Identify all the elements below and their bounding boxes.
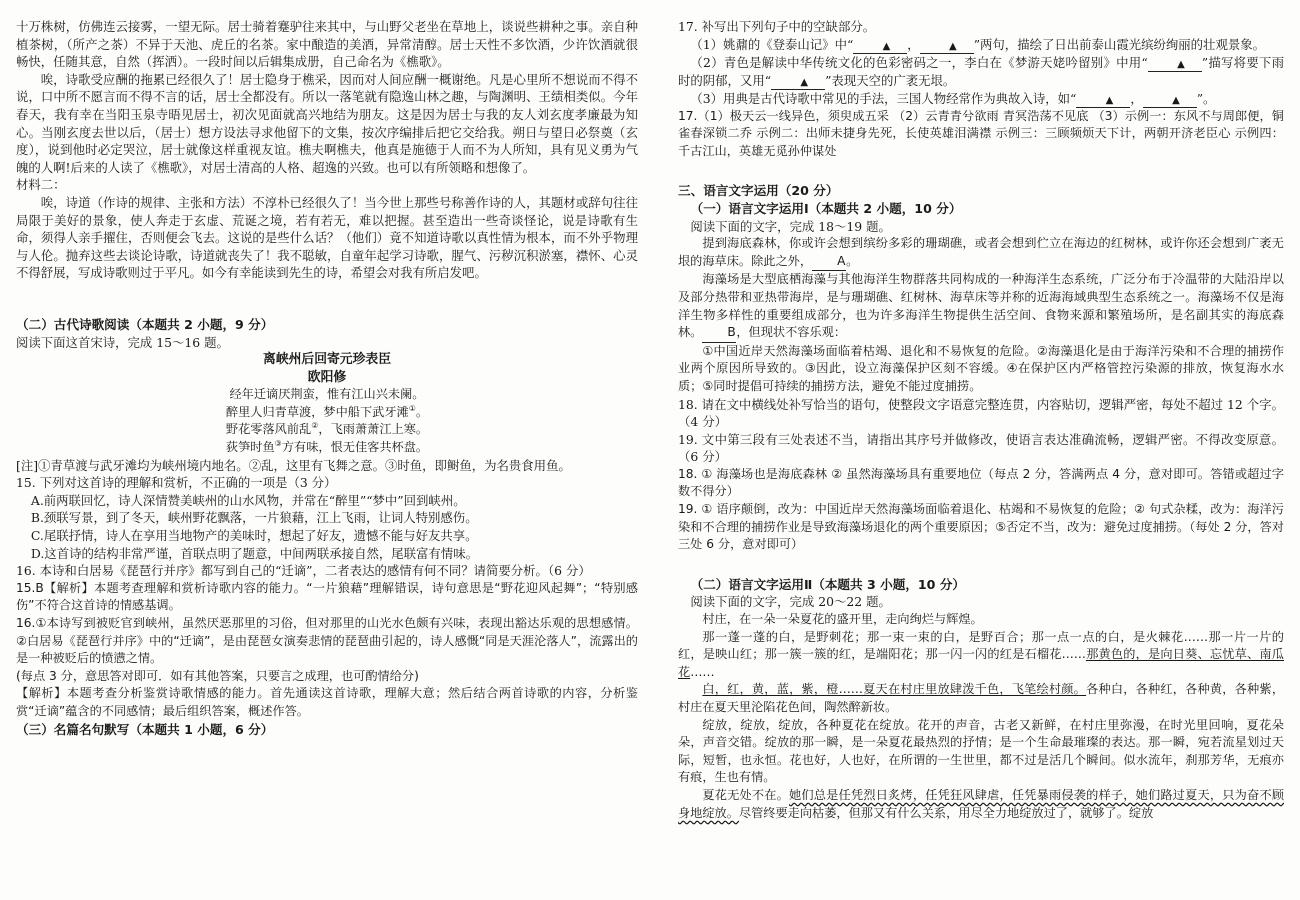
reading-paragraph-1 <box>678 235 1284 271</box>
poem-line-3 <box>16 421 638 439</box>
right-column <box>678 18 1284 822</box>
spacer <box>678 160 1284 182</box>
blank-a: A <box>812 253 846 272</box>
poem-line-4-end: 方有味，恨无佳客共杯盘。 <box>281 440 429 455</box>
essay-paragraph-2 <box>678 629 1284 682</box>
reading-paragraph-3: ①中国近岸天然海藻场面临着枯竭、退化和不易恢复的危险。②海藻退化是由于海洋污染和不合理的捕捞作业两个原因所导致的。③因此，设立海藻保护区刻不容缓。④在保护区内严格管控污染源的排放，恢复海水水质；⑤同时提倡可持续的捕捞方法，避免不能过度捕捞。 <box>678 343 1284 393</box>
blank-b: B <box>702 324 736 343</box>
poem-line-3-text: 野花零落风前乱 <box>225 422 312 437</box>
question-15-option-d: D.这首诗的结构非常严谨，首联点明了题意，中间两联承接自然，尾联富有情味。 <box>30 545 478 561</box>
wavy-underlined-sentence: 她们总是任凭烈日炙烤，任凭狂风肆虐，任凭暴雨侵袭的样子，她们路过夏天，只为奋不顾身地绽放。 <box>678 787 1285 820</box>
poem-line-2-end: 。 <box>415 404 429 419</box>
fill-blank: ▲ <box>771 77 825 90</box>
essay-paragraph-1: 村庄，在一朵一朵夏花的盛开里，走向绚烂与辉煌。 <box>702 612 983 627</box>
answer-19: 19. ① 语序颠倒，改为：中国近岸天然海藻场面临着退化、枯竭和不易恢复的危险；② 句式杂糅，改为：海洋污染和不合理的捕捞作业是导致海藻场退化的两个重要原因；⑤否定不当，改为：避免过度捕捞。（每处 2 分，答对三处 6 分，意对即可） <box>678 502 1284 552</box>
question-15-option-b: B.颈联写景，到了冬天，峡州野花飘落，一片狼藉，江上飞雨，让词人特别感伤。 <box>30 510 478 526</box>
material-two-paragraph: 唉，诗道（作诗的规律、主张和方法）不淳朴已经很久了！当今世上那些号称善作诗的人，其题材或辞句往往局限于美好的景象，使人奔走于玄虚、荒诞之境，若有若无，难以把握。甚至造出一些奇谈怪论，说是诗歌有生命，须得人亲手擢住，否则便会飞去。这说的是些什么话？（他们）竟不知道诗歌以真性情为根本，而不外乎物理与人伦。抛弃这些去谈论诗歌，诗道就丧失了！我不聪敏，自童年起学习诗歌，腥气、污秽沉积淤塞，襟怀、心灵不得舒展，写成诗歌则过于平凡。如今有幸能读到先生的诗，希望会对我有所启发吧。 <box>16 194 638 281</box>
question-15-option-a: A.前两联回忆，诗人深情赞美峡州的山水风物，并常在“醉里”“梦中”回到峡州。 <box>30 492 466 508</box>
fill-blank: ▲ <box>1148 59 1202 72</box>
material-two-label: 材料二： <box>16 177 66 193</box>
fill-blank: ▲ <box>1143 95 1197 108</box>
footnote-mark-3: ③ <box>274 439 282 448</box>
essay-paragraph-3 <box>678 681 1284 716</box>
question-17-2 <box>678 54 1284 90</box>
answer-16-analysis: 【解析】本题考查分析鉴赏诗歌情感的能力。首先通读这首诗歌，理解大意；然后结合两首诗歌的内容，分析鉴赏“迁谪”蕴含的不同感情；最后组织答案，概述作答。 <box>16 686 638 718</box>
section-language-1-instruction: 阅读下面的文字，完成 18～19 题。 <box>690 218 891 234</box>
material-one-paragraph-2: 唉，诗歌受应酬的拖累已经很久了！居士隐身于樵采，因而对人间应酬一概谢绝。凡是心里所不想说而不得不说，口中所不愿言而不得不言的话，居士全都没有。所以一落笔就有隐逸山林之趣，与陶渊明、王绩相类似。今年春天，我有幸在当阳玉泉寺晤见居士，初次见面就高兴地结为朋友。这是因为居士与我的友人刘玄度孝廉最为知心。当刚玄度去世以后，（居士）想方设法寻求他留下的文集，按次序编排后把它交给我。朔日与望日必祭奠（玄度），说到他时必定哭泣，居士就像这样重视友谊。樵夫啊樵夫，他真是施德于人而不为人所知，具有见义勇为气魄的人啊!后来的人读了《樵歌》，对居士清高的人格、超逸的兴致。也可以有所领略和想像了。 <box>16 71 638 175</box>
question-17-1 <box>678 36 1284 54</box>
essay-paragraph-2-end: …… <box>690 664 715 679</box>
q17-3-text-a: （3）用典是古代诗歌中常见的手法，三国人物经常作为典故入诗，如“ <box>690 90 1077 106</box>
question-15-option-c: C.尾联抒情，诗人在享用当地物产的美味时，想起了好友，遗憾不能与好友共享。 <box>30 528 478 544</box>
question-18: 18. 请在文中横线处补写恰当的语句，使整段文字语意完整连贯，内容贴切，逻辑严密，每处不超过 12 个字。（4 分） <box>678 396 1284 430</box>
essay-paragraph-5-start: 夏花无处不在。 <box>702 787 790 802</box>
section-language-1-heading: （一）语言文字运用Ⅰ（本题共 2 小题，10 分） <box>690 200 962 216</box>
reading-paragraph-2 <box>678 271 1284 342</box>
q17-2-text-b: ”描写将要下雨时的阴郁，又用“ <box>678 54 1285 88</box>
essay-paragraph-5-text: 尽管终要走向枯萎，但那又有什么关系，用尽全力地绽放过了，就够了。绽放 <box>738 805 1154 820</box>
answer-17: 17.（1）极天云一线异色，须臾成五采 （2）云青青兮欲雨 青冥浩荡不见底 （3）示例一：东风不与周郎便，铜雀春深锁二乔 示例二：出师未捷身先死，长使英雄泪满襟 示例三：三顾频烦天下计，两朝开济老臣心 示例四：千古江山，英雄无觅孙仲谋处 <box>678 108 1284 158</box>
poem-line-4-text: 荻笋时鱼 <box>225 440 275 455</box>
section-language-heading: 三、语言文字运用（20 分） <box>678 183 839 199</box>
section-poetry-heading: （二）古代诗歌阅读（本题共 2 小题，9 分） <box>16 316 274 332</box>
poem-note: [注]①青草渡与武牙滩均为峡州境内地名。②乱，这里有飞舞之意。③时鱼，即鲥鱼，为名贵食用鱼。 <box>16 457 571 473</box>
spacer <box>678 554 1284 576</box>
poem-line-1: 经年迁谪厌荆蛮，惟有江山兴未阑。 <box>229 387 425 402</box>
poem-line-2-text: 醉里人归青草渡，梦中船下武牙滩 <box>225 404 409 419</box>
answer-18: 18. ① 海藻场也是海底森林 ② 虽然海藻场具有重要地位（每点 2 分，答满两点 4 分，意对即可。答错或超过字数不得分） <box>678 466 1284 499</box>
underlined-sentence-1: 那黄色的，是向日葵、忘忧草、南瓜花 <box>678 647 1284 679</box>
spacer <box>16 304 638 316</box>
q17-1-text-b: ， <box>907 36 920 52</box>
poem-line-3-end: ，飞雨萧萧江上寒。 <box>318 422 429 437</box>
underlined-sentence-2: 白，红，黄，蓝，紫，橙……夏天在村庄里放肆泼千色，飞笔绘村颜。 <box>702 682 1087 697</box>
poem-title: 离峡州后回寄元珍表臣 <box>263 352 391 368</box>
answer-15: 15.B【解析】本题考查理解和赏析诗歌内容的能力。“一片狼藉”理解错误，诗句意思是“野花迎风起舞”；“特别感伤”不符合这首诗的情感基调。 <box>16 580 638 613</box>
question-17: 17. 补写出下列句子中的空缺部分。 <box>678 19 876 34</box>
essay-paragraph-5 <box>678 787 1284 822</box>
section-language-2-instruction: 阅读下面的文字，完成 20～22 题。 <box>690 594 891 610</box>
poem-line-4 <box>16 439 638 457</box>
section-poetry-instruction: 阅读下面这首宋诗，完成 15～16 题。 <box>16 334 229 350</box>
reading-paragraph-1-end: 。 <box>846 253 859 268</box>
essay-paragraph-4: 绽放，绽放，绽放，各种夏花在绽放。花开的声音，古老又新鲜，在村庄里弥漫，在时光里回响，夏花朵朵，声音交错。绽放的那一瞬，是一朵夏花最热烈的抒情；是一个生命最璀璨的表达。那一瞬，宛若流星划过天际，短暂，也永恒。花也好，人也好，在所谓的一生世里，都不过是活几个瞬间。似水流年，刹那芳华，无痕亦有痕，生也有情。 <box>678 717 1284 785</box>
question-17-3 <box>678 90 1284 108</box>
question-15: 15. 下列对这首诗的理解和赏析，不正确的一项是（3 分） <box>16 475 337 491</box>
fill-blank: ▲ <box>1076 95 1130 108</box>
essay-paragraph-2-text: 那一蓬一蓬的白，是野刺花；那一束一束的白，是野百合；那一点一点的白，是火棘花……那一片一片的红，是映山红；那一簇一簇的红，是端阳花；那一闪一闪的红是石榴花…… <box>678 629 1284 662</box>
reading-paragraph-2-text: 海藻场是大型底栖海藻与其他海洋生物群落共同构成的一种海洋生态系统，广泛分布于冷温带的大陆沿岸以及部分热带和亚热带海岸，是与珊瑚礁、红树林、海草床等并称的近海海域典型生态系统之一。海藻场不仅是海洋生物多样性的重要组成部分，也为许多海洋生物提供生活空间、食物来源和繁殖场所，是名副其实的海底森林。 <box>678 272 1284 340</box>
reading-paragraph-2-end: ，但现状不容乐观： <box>736 325 847 340</box>
poem-line-2 <box>16 404 638 422</box>
material-one-paragraph-1: 十万株树，仿佛连云接雾，一望无际。居士骑着蹇驴往来其中，与山野父老坐在草地上，谈说些耕种之事。亲自种植茶树，（所产之茶）不异于天池、虎丘的名茶。家中酿造的美酒，异常清醇。居士天性不多饮酒，少许饮酒就很畅快，任随其意，自然（挥洒）。一段时间以后辑集成册，自己命名为《樵歌》。 <box>16 19 638 70</box>
q17-3-text-b: ， <box>1130 90 1143 106</box>
answer-16: 16.①本诗写到被贬官到峡州，虽然厌恶那里的习俗，但对那里的山光水色颇有兴味，表现出豁达乐观的思想感情。②白居易《琵琶行并序》中的“迁谪”，是由琵琶女演奏悲情的琵琶曲引起的，诗人感慨“同是天涯沦落人”，流露出的是一种被贬后的愤懑之情。 <box>16 616 638 666</box>
section-language-2-heading: （二）语言文字运用Ⅱ（本题共 3 小题，10 分） <box>690 576 966 592</box>
essay-paragraph-3-text: 各种白，各种红，各种黄，各种紫，村庄在夏天里沦陷花色间，陶然醉新妆。 <box>678 682 1285 714</box>
question-19: 19. 文中第三段有三处表述不当，请指出其序号并做修改，使语言表达准确流畅，逻辑严密。不得改变原意。（6 分） <box>678 431 1284 465</box>
q17-2-text-a: （2）青色是解读中华传统文化的色彩密码之一，李白在《梦游天姥吟留别》中用“ <box>690 54 1148 70</box>
answer-16-scoring: (每点 3 分，意思答对即可．如有其他答案，只要言之成理，也可酌情给分) <box>16 668 419 683</box>
spacer <box>16 282 638 304</box>
q17-2-text-c: ”表现天空的广袤无垠。 <box>825 72 956 88</box>
fill-blank: ▲ <box>853 41 907 54</box>
q17-1-text-c: ”两句，描绘了日出前泰山霞光缤纷绚丽的壮观景象。 <box>973 36 1266 52</box>
question-16: 16. 本诗和白居易《琵琶行并序》都写到自己的“迁谪”，二者表达的感情有何不同？请简要分析。（6 分） <box>16 563 591 579</box>
poem-author: 欧阳修 <box>307 369 347 385</box>
footnote-mark-2: ② <box>311 421 319 431</box>
q17-3-text-c: ”。 <box>1196 90 1216 106</box>
reading-paragraph-1-text: 提到海底森林，你或许会想到缤纷多彩的珊瑚礁，或者会想到伫立在海边的红树林，或许你还会想到广袤无垠的海草床。除此之外， <box>678 236 1284 268</box>
footnote-mark-1: ① <box>408 403 416 413</box>
fill-blank: ▲ <box>920 41 974 54</box>
section-dictation-heading: （三）名篇名句默写（本题共 1 小题，6 分） <box>16 721 274 737</box>
left-column <box>16 18 638 738</box>
q17-1-text-a: （1）姚鼐的《登泰山记》中“ <box>690 36 854 52</box>
